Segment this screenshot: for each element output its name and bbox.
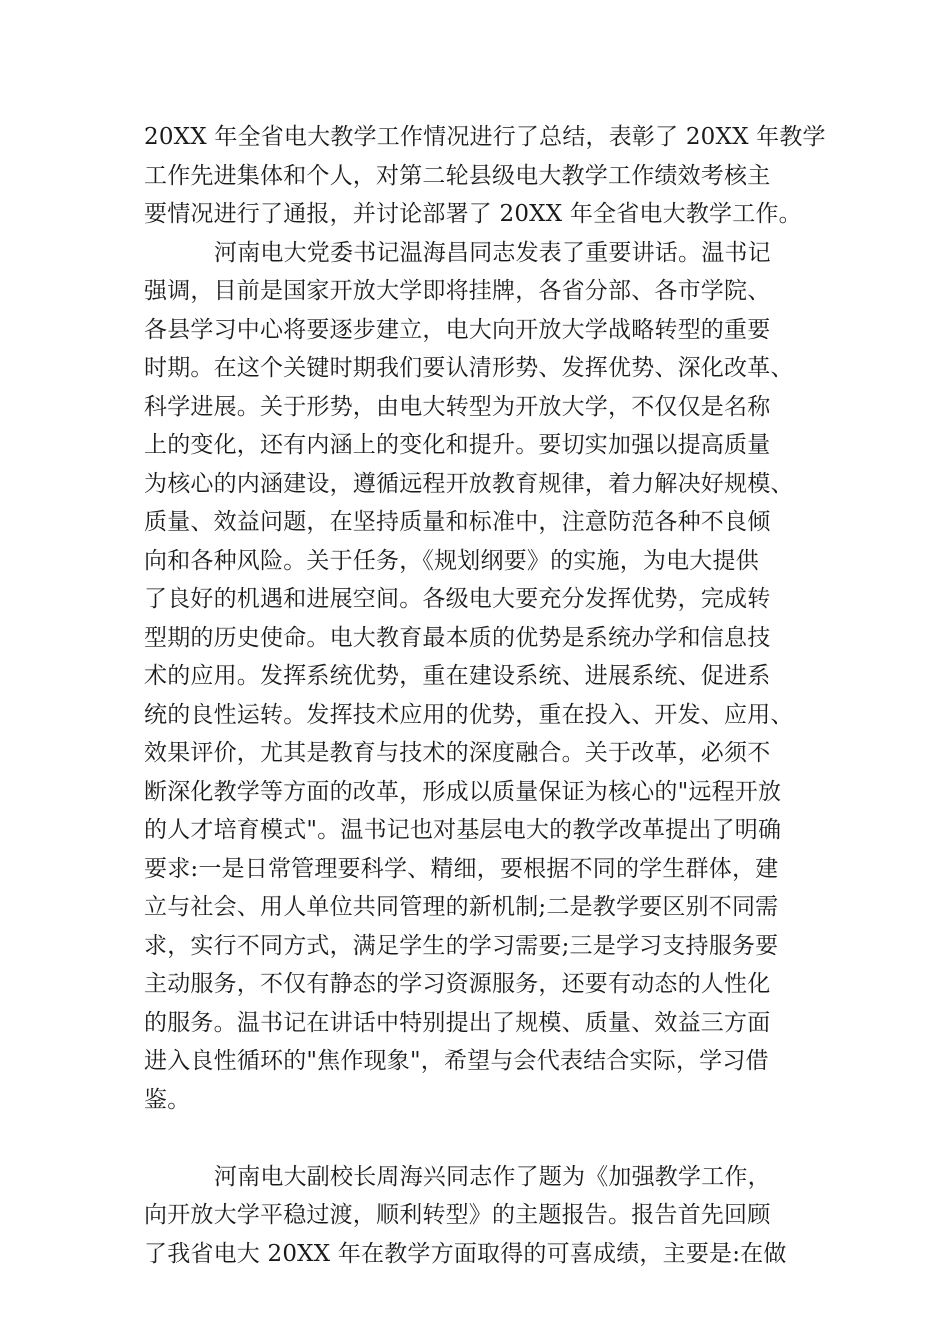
text-line: 强调，目前是国家开放大学即将挂牌，各省分部、各市学院、 [144,278,771,304]
text-line: 术的应用。发挥系统优势，重在建设系统、进展系统、促进系 [144,663,771,689]
text-line: 向和各种风险。关于任务，《规划纲要》的实施，为电大提供 [144,547,759,574]
text-line: 的人才培育模式"。温书记也对基层电大的教学改革提出了明确 [144,817,782,843]
text-line: 河南电大副校长周海兴同志作了题为《加强教学工作， [214,1163,771,1190]
text-line: 河南电大党委书记温海昌同志发表了重要讲话。温书记 [214,239,771,266]
text-line: 求，实行不同方式，满足学生的学习需要;三是学习支持服务要 [144,932,779,959]
text-line: 要情况进行了通报，并讨论部署了 20XX 年全省电大教学工作。 [144,201,802,227]
paragraph-1 [144,118,826,234]
text-line: 上的变化，还有内涵上的变化和提升。要切实加强以提高质量 [144,432,771,458]
paragraph-2 [144,234,806,1158]
paragraph-3 [144,1158,806,1274]
text-line: 质量、效益问题，在坚持质量和标准中，注意防范各种不良倾 [144,509,771,535]
text-line [144,1119,806,1158]
text-line: 立与社会、用人单位共同管理的新机制;二是教学要区别不同需 [144,894,779,920]
text-line: 鉴。 [144,1086,191,1113]
text-line: 各县学习中心将要逐步建立，电大向开放大学战略转型的重要 [144,316,771,343]
text-line: 向开放大学平稳过渡，顺利转型》的主题报告。报告首先回顾 [144,1202,771,1228]
text-line: 断深化教学等方面的改革，形成以质量保证为核心的"远程开放 [144,778,782,805]
text-line: 了我省电大 20XX 年在教学方面取得的可喜成绩，主要是:在做 [144,1240,787,1267]
text-line: 型期的历史使命。电大教育最本质的优势是系统办学和信息技 [144,624,771,651]
text-line: 20XX 年全省电大教学工作情况进行了总结，表彰了 20XX 年教学 [144,124,826,150]
text-line: 要求:一是日常管理要科学、精细，要根据不同的学生群体，建 [144,855,779,882]
document-body [144,118,826,1273]
text-line: 时期。在这个关键时期我们要认清形势、发挥优势、深化改革、 [144,355,794,381]
text-line: 了良好的机遇和进展空间。各级电大要充分发挥优势，完成转 [144,586,771,612]
text-line: 进入良性循环的"焦作现象"，希望与会代表结合实际，学习借 [144,1048,769,1074]
text-line: 工作先进集体和个人，对第二轮县级电大教学工作绩效考核主 [144,162,771,189]
text-line: 主动服务，不仅有静态的学习资源服务，还要有动态的人性化 [144,971,771,997]
text-line: 为核心的内涵建设，遵循远程开放教育规律，着力解决好规模、 [144,470,794,497]
text-line: 效果评价，尤其是教育与技术的深度融合。关于改革，必须不 [144,740,771,766]
text-line: 统的良性运转。发挥技术应用的优势，重在投入、开发、应用、 [144,701,794,728]
text-line: 科学进展。关于形势，由电大转型为开放大学，不仅仅是名称 [144,393,771,420]
text-line: 的服务。温书记在讲话中特别提出了规模、质量、效益三方面 [144,1009,771,1036]
